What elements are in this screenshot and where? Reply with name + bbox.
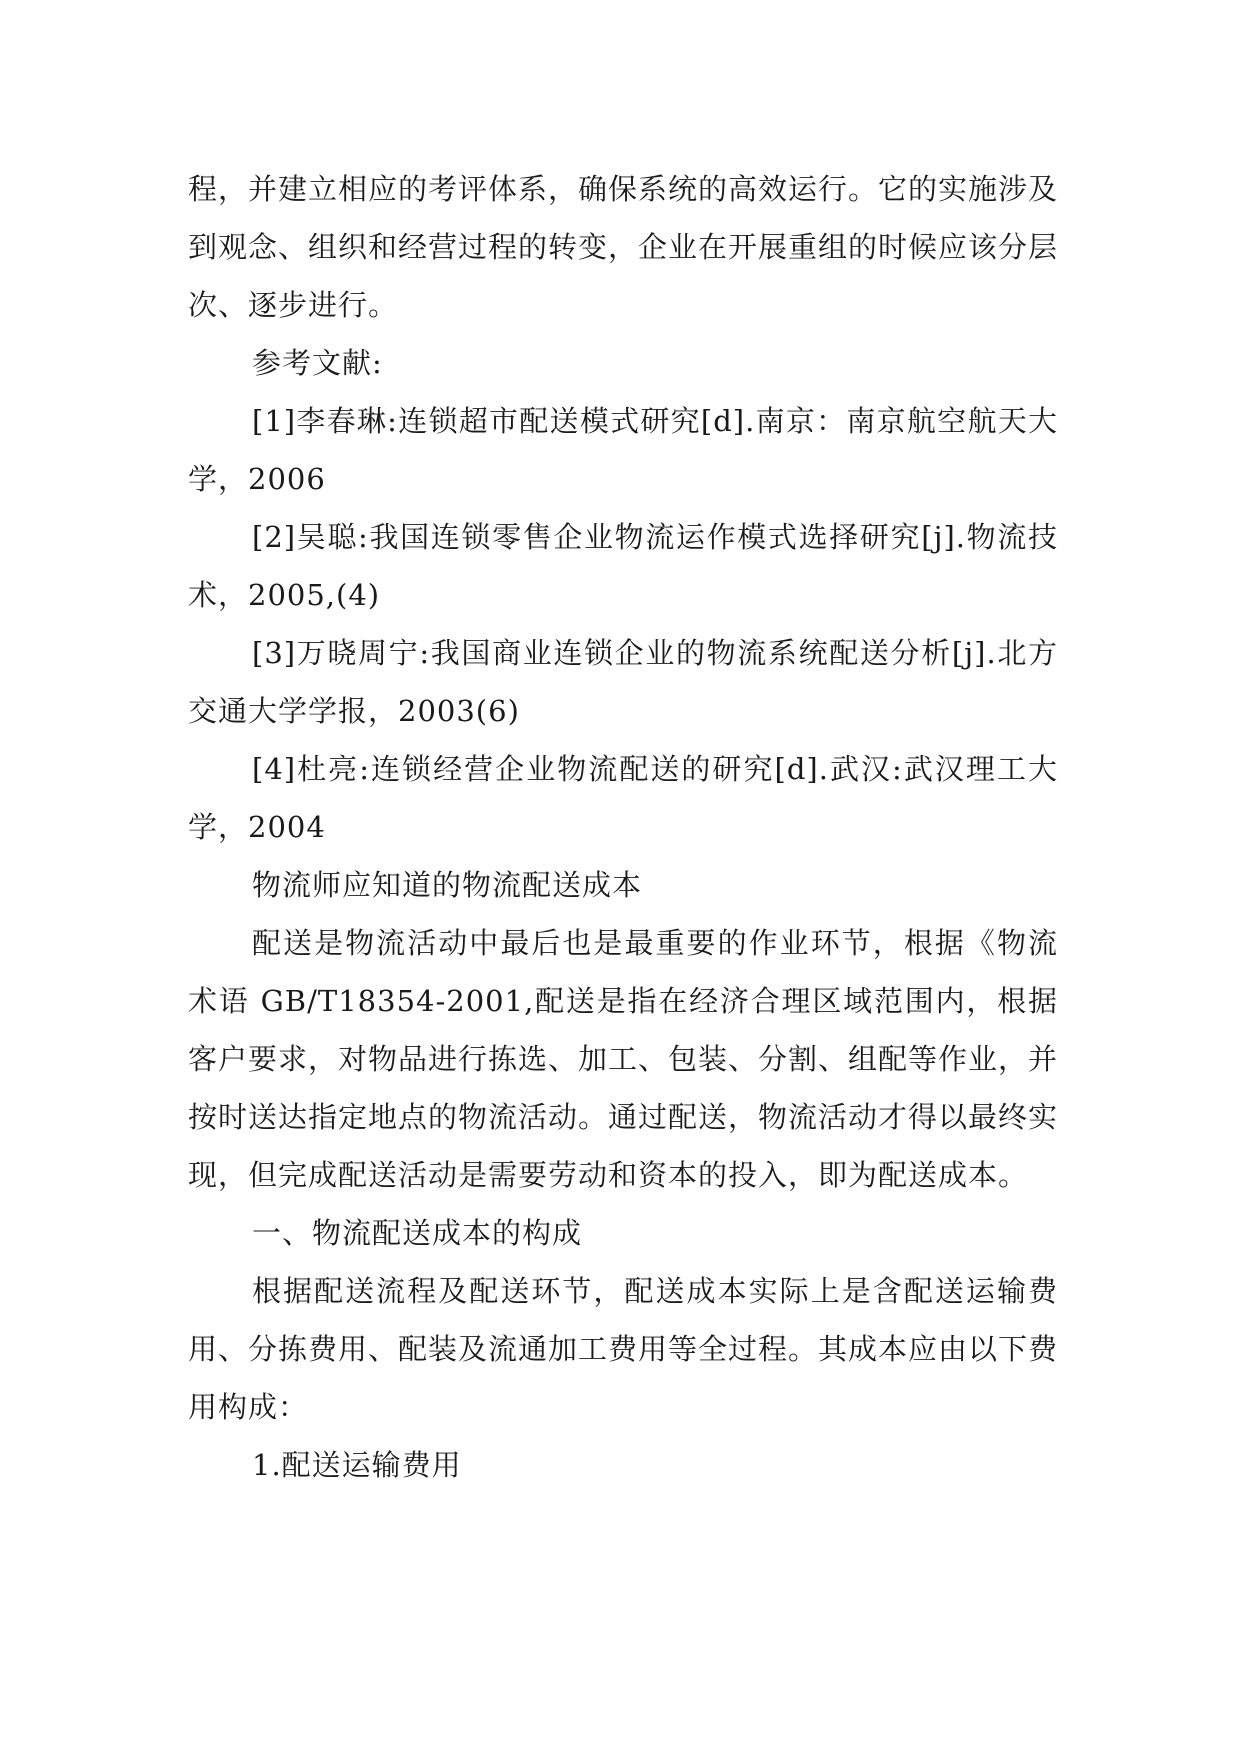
reference-item-1: [1]李春琳:连锁超市配送模式研究[d].南京：南京航空航天大学，2006 bbox=[188, 404, 1058, 496]
section-heading-1: 一、物流配送成本的构成 bbox=[252, 1216, 583, 1250]
reference-item-3: [3]万晓周宁:我国商业连锁企业的物流系统配送分析[j].北方交通大学学报，2003(6) bbox=[188, 636, 1058, 728]
references-heading: 参考文献: bbox=[252, 346, 383, 380]
reference-item-2: [2]吴聪:我国连锁零售企业物流运作模式选择研究[j].物流技术，2005,(4) bbox=[188, 520, 1058, 612]
article-title: 物流师应知道的物流配送成本 bbox=[252, 868, 643, 902]
reference-item-4: [4]杜亮:连锁经营企业物流配送的研究[d].武汉:武汉理工大学，2004 bbox=[188, 752, 1058, 844]
paragraph-continuation: 程，并建立相应的考评体系，确保系统的高效运行。它的实施涉及到观念、组织和经营过程的转变，企业在开展重组的时候应该分层次、逐步进行。 bbox=[188, 172, 1059, 322]
document-body bbox=[188, 160, 1058, 1494]
paragraph-cost-composition: 根据配送流程及配送环节，配送成本实际上是含配送运输费用、分拣费用、配装及流通加工费用等全过程。其成本应由以下费用构成： bbox=[188, 1274, 1059, 1424]
paragraph-intro: 配送是物流活动中最后也是最重要的作业环节，根据《物流术语 GB/T18354-2001,配送是指在经济合理区域范围内，根据客户要求，对物品进行拣选、加工、包装、分割、组配等作业，并按时送达指定地点的物流活动。通过配送，物流活动才得以最终实现，但完成配送活动是需要劳动和资本的投入，即为配送成本。 bbox=[188, 926, 1059, 1192]
list-item-1: 1.配送运输费用 bbox=[252, 1448, 462, 1482]
